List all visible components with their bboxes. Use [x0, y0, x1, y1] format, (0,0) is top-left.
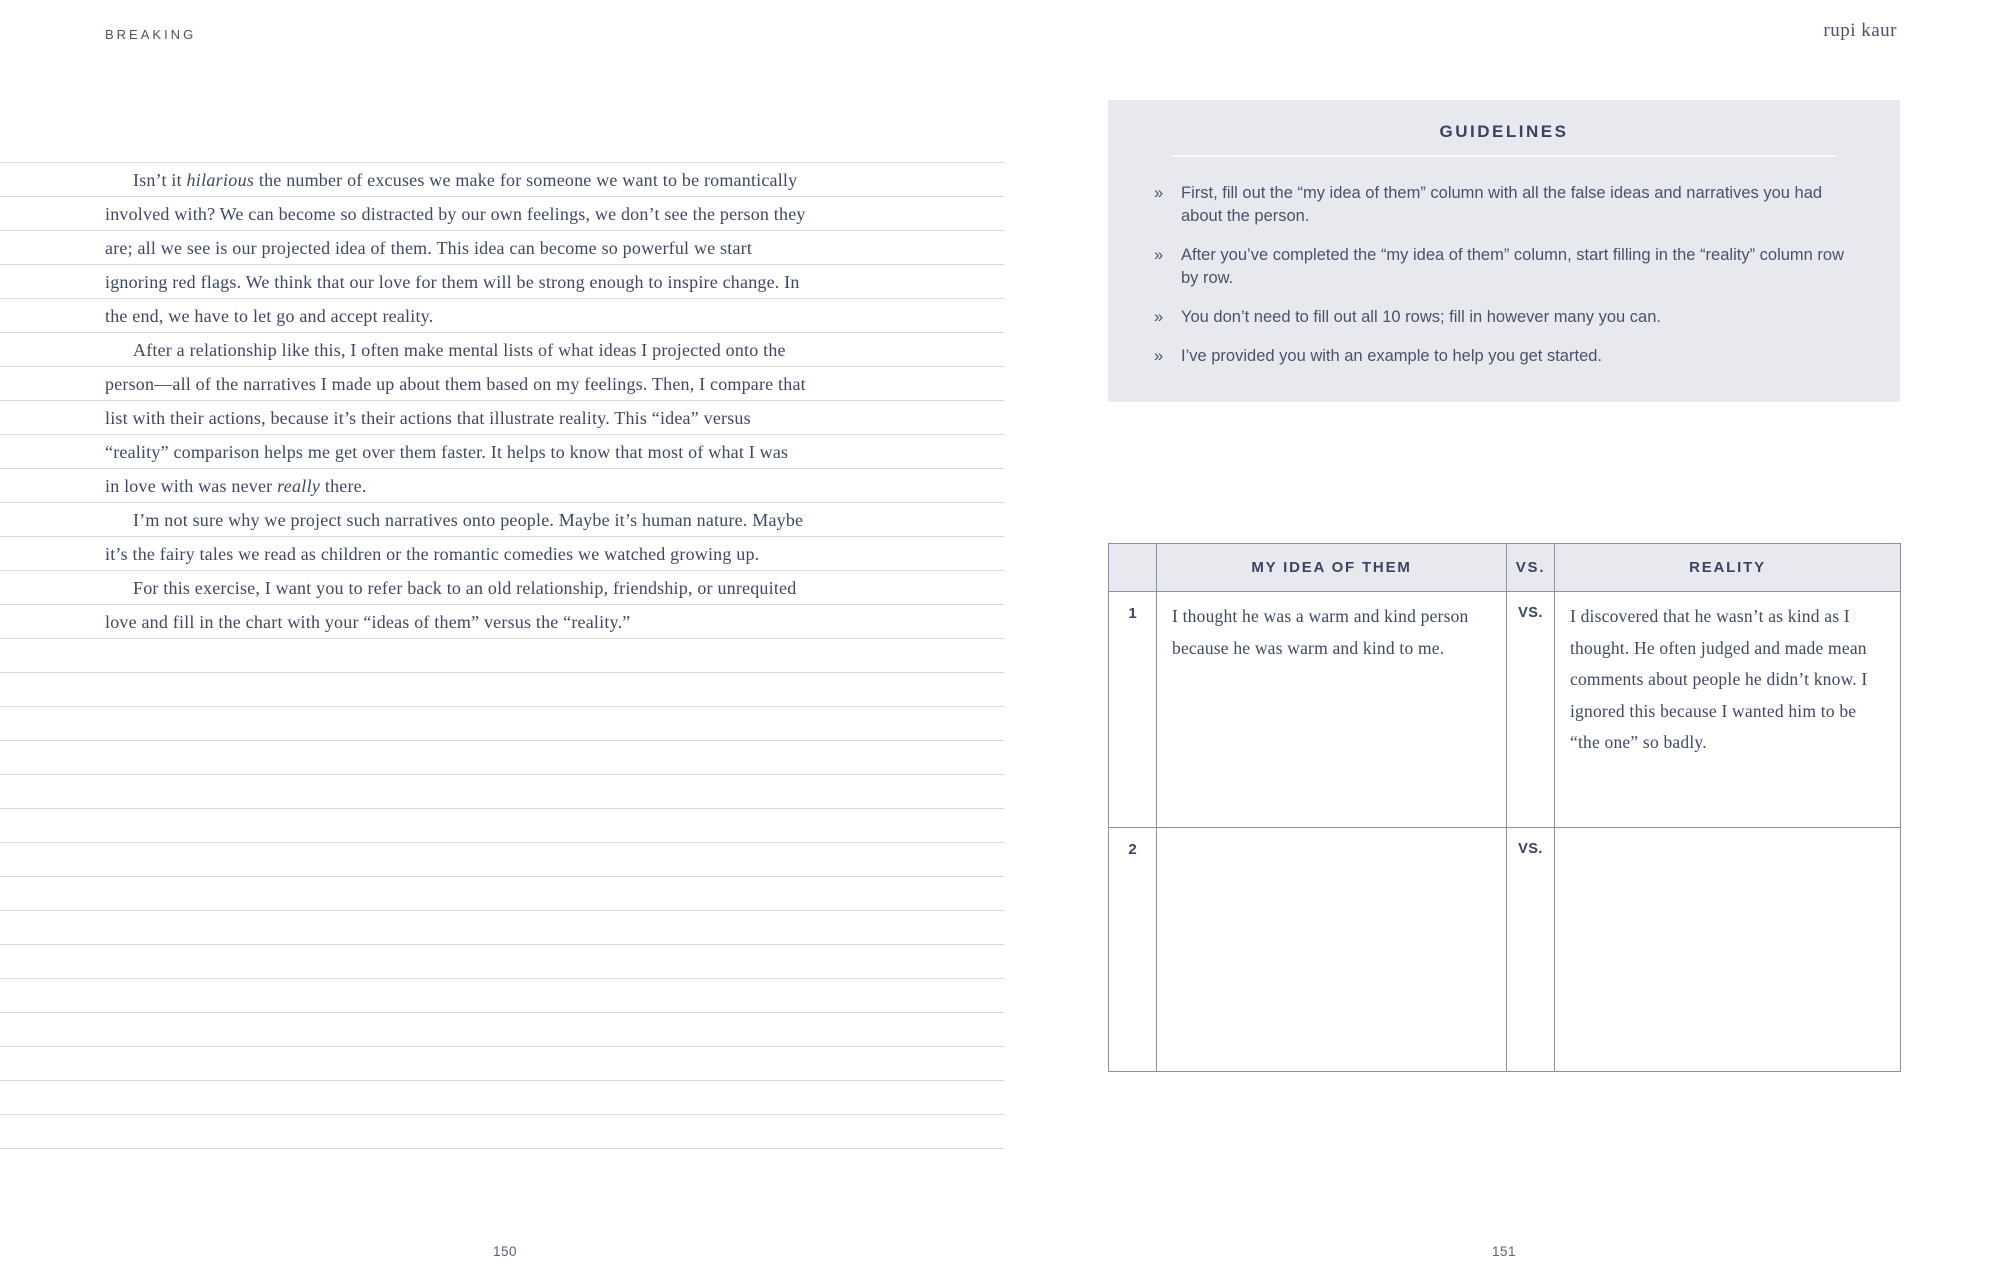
- guidelines-divider: [1172, 155, 1836, 157]
- ruled-notebook-lines: [0, 162, 1004, 1182]
- my-idea-cell: I thought he was a warm and kind person because he was warm and kind to me.: [1157, 592, 1507, 828]
- table-row: [1109, 592, 1901, 828]
- running-header-chapter: BREAKING: [105, 27, 197, 42]
- double-chevron-bullet-icon: »: [1154, 347, 1164, 365]
- vs-cell: VS.: [1507, 828, 1555, 1072]
- guideline-item: [1154, 345, 1844, 368]
- chapter-intro-text: [105, 163, 807, 639]
- guidelines-list: [1108, 182, 1900, 368]
- guideline-text: First, fill out the “my idea of them” column with all the false ideas and narratives you had about the person.: [1181, 184, 1823, 225]
- page-number-left: 150: [492, 1244, 518, 1259]
- row-number-cell: 1: [1109, 592, 1157, 828]
- table-header-row: [1109, 544, 1901, 592]
- double-chevron-bullet-icon: »: [1154, 184, 1164, 202]
- guideline-text: I’ve provided you with an example to help you get started.: [1181, 347, 1602, 365]
- reality-cell: I discovered that he wasn’t as kind as I thought. He often judged and made mean comments about people he didn’t know. I ignored this because I wanted him to be “the one” so badly.: [1555, 592, 1901, 828]
- header-cell-vs: VS.: [1507, 544, 1555, 592]
- guideline-text: After you’ve completed the “my idea of them” column, start filling in the “reality” column row by row.: [1181, 246, 1845, 287]
- header-cell-reality: REALITY: [1555, 544, 1901, 592]
- header-cell-my-idea: MY IDEA OF THEM: [1157, 544, 1507, 592]
- idea-vs-reality-table: [1108, 543, 1901, 1072]
- double-chevron-bullet-icon: »: [1154, 246, 1164, 264]
- vs-cell: VS.: [1507, 592, 1555, 828]
- guideline-item: [1154, 182, 1844, 228]
- guideline-text: You don’t need to fill out all 10 rows; fill in however many you can.: [1181, 308, 1661, 326]
- double-chevron-bullet-icon: »: [1154, 308, 1164, 326]
- my-idea-cell: [1157, 828, 1507, 1072]
- body-paragraph: I’m not sure why we project such narratives onto people. Maybe it’s human nature. Maybe it’s the fairy tales we read as children or the romantic comedies we watched growing up.: [105, 510, 804, 564]
- guidelines-title: GUIDELINES: [1439, 122, 1569, 141]
- body-paragraph: For this exercise, I want you to refer back to an old relationship, friendship, or unrequited love and fill in the chart with your “ideas of them” versus the “reality.”: [105, 578, 797, 632]
- guideline-item: [1154, 244, 1845, 290]
- page-number-right: 151: [1491, 1244, 1517, 1259]
- guidelines-box: [1108, 100, 1900, 402]
- body-paragraph: After a relationship like this, I often make mental lists of what ideas I projected onto the person—all of the narratives I made up about them based on my feelings. Then, I compare that list with their actions, because it’s their actions that illustrate reality. This “idea” versus “reality” comparison helps me get over them faster. It helps to know that most of what I was in love with was never really there.: [105, 340, 806, 496]
- header-cell-number: [1109, 544, 1157, 592]
- guideline-item: [1154, 306, 1844, 329]
- body-paragraph: Isn’t it hilarious the number of excuses we make for someone we want to be romantically involved with? We can become so distracted by our own feelings, we don’t see the person they are; all we see is our projected idea of them. This idea can become so powerful we start ignoring red flags. We think that our love for them will be strong enough to inspire change. In the end, we have to let go and accept reality.: [105, 170, 806, 326]
- row-number-cell: 2: [1109, 828, 1157, 1072]
- running-header-author: rupi kaur: [1823, 20, 1897, 41]
- table-row: [1109, 828, 1901, 1072]
- reality-cell: [1555, 828, 1901, 1072]
